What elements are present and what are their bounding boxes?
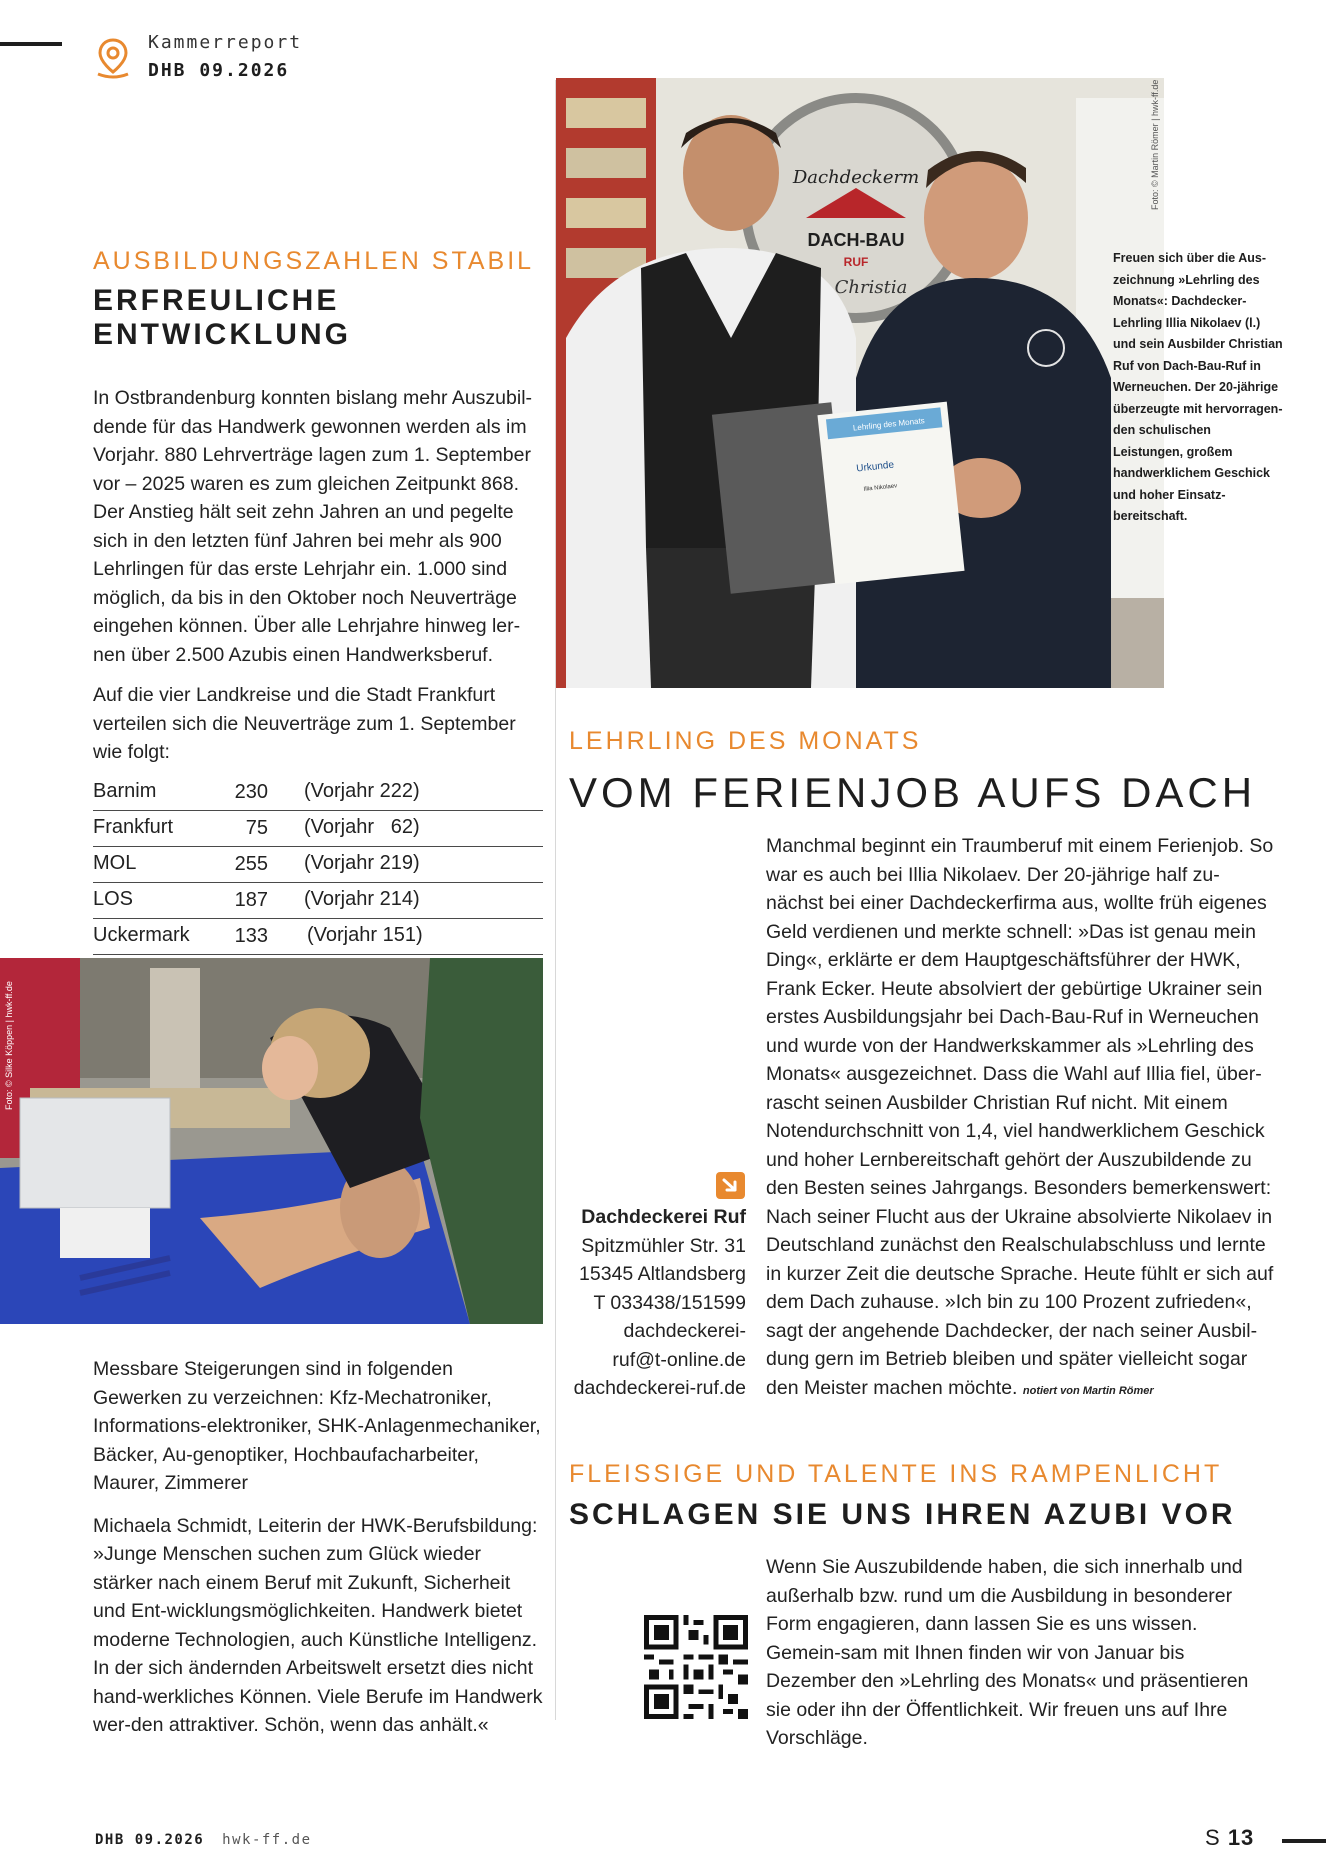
article1-body — [93, 384, 533, 767]
previous-year: (Vorjahr 222) — [304, 780, 420, 802]
certificate-title: Urkunde — [855, 459, 895, 475]
arrow-down-right-icon — [716, 1172, 745, 1199]
header-rule — [0, 42, 62, 46]
contract-count: 75 — [245, 817, 268, 839]
article1-paragraph-2: Auf die vier Landkreise und die Stadt Frankfurt verteilen sich die Neuverträge zum 1. September wie folgt: — [93, 684, 516, 763]
table-row — [93, 883, 543, 919]
contact-name: Dachdeckerei Ruf — [581, 1206, 746, 1228]
page-number — [1205, 1825, 1254, 1851]
previous-year: (Vorjahr 151) — [307, 924, 423, 946]
previous-year: (Vorjahr 219) — [304, 852, 420, 874]
contact-city: 15345 Altlandsberg — [579, 1263, 746, 1285]
district-name: MOL — [93, 852, 137, 874]
new-contracts-table — [93, 775, 543, 955]
apprentice-photo — [556, 78, 1164, 688]
contract-count: 255 — [234, 853, 268, 875]
workshop-photo-illustration — [0, 958, 543, 1324]
article1-headline-line1: ERFREULICHE — [93, 284, 340, 317]
article3-kicker: FLEISSIGE UND TALENTE INS RAMPENLICHT — [569, 1460, 1223, 1488]
previous-year: (Vorjahr 62) — [304, 816, 420, 838]
certificate-name: Illia Nikolaev — [863, 483, 898, 493]
sign-text-2: DACH-BAU — [807, 230, 905, 250]
photo-caption: Freuen sich über die Aus-zeichnung »Lehrling des Monats«: Dachdecker-Lehrling Illia Nikolaev (l.) und sein Ausbilder Christian Ruf von Dach-Bau-Ruf in Werneuchen. Der 20-jährige überzeugte mit hervorragen-den schulischen Leistungen, großem handwerklichem Geschick und hoher Einsatz-bereitschaft. — [1113, 251, 1283, 523]
district-name: Frankfurt — [93, 816, 174, 838]
table-row — [93, 919, 543, 955]
footer-website[interactable]: hwk-ff.de — [222, 1832, 312, 1848]
article2-text: Manchmal beginnt ein Traumberuf mit einem Ferienjob. So war es auch bei Illia Nikolaev. Der 20-jährige half zu-nächst bei einer Dachdeckerfirma aus, wollte früh eigenes Geld verdienen und merkte schnell: »Das ist genau mein Ding«, erklärte er dem Hauptgeschäftsführer der HWK, Frank Ecker. Heute absolviert der gebürtige Ukrainer sein erstes Ausbildungsjahr bei Dach-Bau-Ruf in Werneuchen und wurde von der Handwerkskammer als »Lehrling des Monats« ausgezeichnet. Dass die Wahl auf Illia fiel, über-rascht seinen Ausbilder Christian Ruf nicht. Mit einem Notendurchschnitt von 1,4, viel handwerklichem Geschick und hoher Lernbereitschaft gehört der Auszubildende zu den Besten seines Jahrgangs. Besonders bemerkenswert: Nach seiner Flucht aus der Ukraine absolvierte Nikolaev in Deutschland zunächst den Realschulabschluss und lernte in kurzer Zeit die deutsche Sprache. Heute fühlt er sich auf dem Dach zuhause. »Ich bin zu 100 Prozent zufrieden«, sagt der angehende Dachdecker, der nach seiner Ausbil-dung gern im Betrieb bleiben und später vielleicht sogar den Meister machen möchte. — [766, 835, 1274, 1399]
footer-rule — [1282, 1839, 1326, 1843]
table-row — [93, 847, 543, 883]
contact-website[interactable]: dachdeckerei-ruf.de — [573, 1377, 746, 1399]
sign-text-3: RUF — [843, 255, 869, 269]
article2-body — [766, 832, 1276, 1405]
article2-headline: VOM FERIENJOB AUFS DACH — [569, 769, 1257, 816]
article2-byline: notiert von Martin Römer — [1022, 1384, 1154, 1397]
footer-issue — [95, 1832, 312, 1848]
footer-issue-label: DHB 09.2026 — [95, 1832, 205, 1848]
article2-kicker: LEHRLING DES MONATS — [569, 727, 922, 755]
photo-credit: Foto: © Silke Köppen | hwk-ff.de — [4, 981, 14, 1110]
contract-count: 187 — [234, 889, 268, 911]
section-kicker: Kammerreport — [148, 32, 303, 53]
location-pin-icon — [92, 36, 134, 80]
photo-credit: Foto: © Martin Römer | hwk-ff.de — [1150, 79, 1160, 210]
workshop-photo — [0, 958, 543, 1324]
district-name: Uckermark — [93, 924, 190, 946]
district-name: Barnim — [93, 780, 157, 802]
contact-block — [546, 1203, 746, 1403]
article1-headline — [93, 284, 351, 352]
article3-headline: SCHLAGEN SIE UNS IHREN AZUBI VOR — [569, 1498, 1236, 1531]
previous-year: (Vorjahr 214) — [304, 888, 420, 910]
contract-count: 133 — [234, 925, 268, 947]
contact-phone: T 033438/151599 — [593, 1291, 746, 1314]
article1-headline-line2: ENTWICKLUNG — [93, 318, 351, 351]
article1-kicker: AUSBILDUNGSZAHLEN STABIL — [93, 247, 535, 275]
contact-street: Spitzmühler Str. 31 — [581, 1234, 746, 1257]
table-row — [93, 811, 543, 847]
certificate-header: Lehrling des Monats — [852, 416, 926, 433]
district-name: LOS — [93, 888, 134, 910]
page-number-value: 13 — [1227, 1825, 1255, 1850]
article3-body: Wenn Sie Auszubildende haben, die sich innerhalb und außerhalb bzw. rund um die Ausbildung in besonderer Form engagieren, dann lassen Sie es uns wissen. Gemein-sam mit Ihnen finden wir von Januar bis Dezember den »Lehrling des Monats« und präsentieren sie oder ihn der Öffentlichkeit. Wir freuen uns auf Ihre Vorschläge. — [766, 1556, 1249, 1749]
page-prefix: S — [1205, 1825, 1221, 1850]
article1-paragraph-3: Messbare Steigerungen sind in folgenden Gewerken zu verzeichnen: Kfz-Mechatroniker, Informations-elektroniker, SHK-Anlagenmechaniker, Bäcker, Au-genoptiker, Hochbaufacharbeiter, Maurer, Zimmerer — [93, 1358, 541, 1494]
qr-code-icon[interactable] — [644, 1615, 748, 1719]
article1-paragraph-1: In Ostbrandenburg konnten bislang mehr Auszubil-dende für das Handwerk gewonnen werden als im Vorjahr. 880 Lehrverträge lagen zum 1. September vor – 2025 waren es zum gleichen Zeitpunkt 868. Der Anstieg hält seit zehn Jahren an und pegelte sich in den letzten fünf Jahren bei mehr als 900 Lehrlingen für das erste Lehrjahr ein. 1.000 sind möglich, da bis in den Oktober noch Neuverträge eingehen können. Über alle Lehrjahre hinweg ler-nen über 2.500 Azubis einen Handwerksberuf. — [93, 387, 533, 666]
apprentice-photo-illustration — [556, 78, 1164, 688]
sign-text: Dachdeckerm — [792, 167, 920, 188]
contact-email-2[interactable]: ruf@t-online.de — [612, 1348, 746, 1371]
contract-count: 230 — [234, 781, 268, 803]
article1-paragraph-4: Michaela Schmidt, Leiterin der HWK-Berufsbildung: »Junge Menschen suchen zum Glück wieder stärker nach einem Beruf mit Zukunft, Sicherheit und Ent-wicklungsmöglichkeiten. Handwerk bietet moderne Technologien, auch Künstliche Intelligenz. In der sich ändernden Arbeitswelt ersetzt dies nicht hand-werkliches Können. Viele Berufe im Handwerk wer-den attraktiver. Schön, wenn das anhält.« — [93, 1514, 543, 1736]
contact-email-1[interactable]: dachdeckerei- — [623, 1320, 746, 1342]
table-row — [93, 775, 543, 811]
issue-label: DHB 09.2026 — [148, 60, 290, 81]
sign-text-4: Christia — [834, 277, 908, 298]
article1-body-continued — [93, 1355, 543, 1740]
